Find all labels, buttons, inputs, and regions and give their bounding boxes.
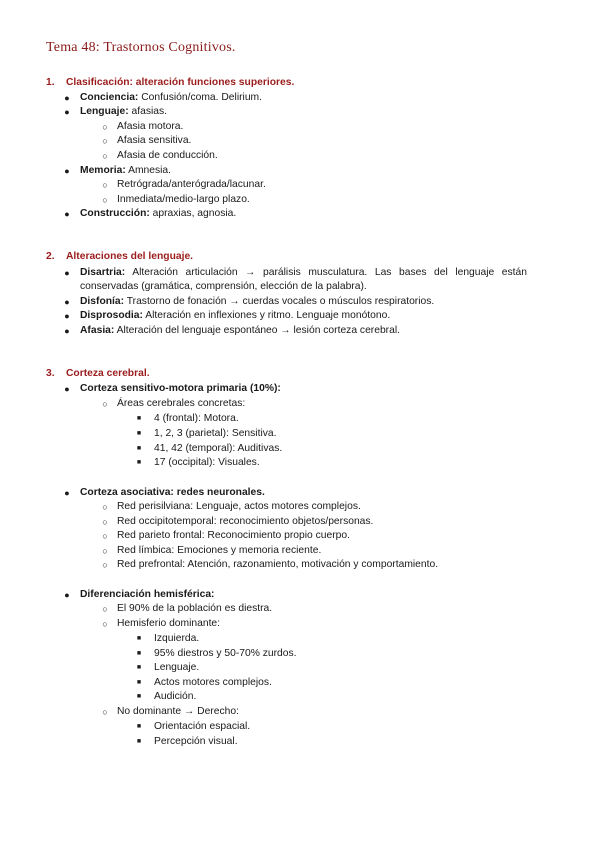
section-number: 1. [46,77,55,88]
list-subitem: Red parieto frontal: Reconocimiento propio cuerpo. [117,530,350,541]
section-title: Alteraciones del lenguaje. [66,251,194,262]
list-item [80,382,281,396]
list-subsubitem: Percepción visual. [154,736,238,747]
section-title: Clasificación: alteración funciones superiores. [66,77,295,88]
bullet-disc: ● [64,384,70,394]
bullet-circle: ○ [102,180,108,190]
list-subsubitem: 41, 42 (temporal): Auditivas. [154,443,283,454]
item-text: Alteración articulación → parálisis musculatura. Las bases del lenguaje están conservadas (gramática, comprensión, elección de la palabra). [80,267,527,292]
item-label: Construcción: [80,208,150,219]
list-subitem: Retrógrada/anterógrada/lacunar. [117,179,266,190]
list-subsubitem: 17 (occipital): Visuales. [154,457,260,468]
list-subsubitem: Audición. [154,691,197,702]
item-label: Corteza asociativa: redes neuronales. [80,487,265,498]
bullet-disc: ● [64,107,70,117]
bullet-circle: ○ [102,604,108,614]
list-item [80,486,265,500]
list-item [80,295,434,309]
bullet-square: ■ [136,459,142,466]
bullet-circle: ○ [102,399,108,409]
bullet-circle: ○ [102,560,108,570]
bullet-square: ■ [136,664,142,671]
list-subsubitem: Orientación espacial. [154,721,251,732]
bullet-disc: ● [64,590,70,600]
list-item [80,309,390,323]
bullet-disc: ● [64,209,70,219]
list-item [80,324,400,338]
item-text: apraxias, agnosia. [149,208,237,219]
list-subitem: El 90% de la población es diestra. [117,603,273,614]
bullet-circle: ○ [102,151,108,161]
bullet-circle: ○ [102,502,108,512]
list-subitem: Red perisilviana: Lenguaje, actos motores complejos. [117,501,361,512]
item-label: Corteza sensitivo-motora primaria (10%): [80,383,281,394]
list-subitem: Red occipitotemporal: reconocimiento objetos/personas. [117,516,374,527]
item-label: Disprosodia: [80,310,143,321]
item-text: Amnesia. [125,165,171,176]
item-label: Afasia: [80,325,115,336]
bullet-circle: ○ [102,517,108,527]
item-text: afasias. [128,106,167,117]
item-label: Disfonía: [80,296,125,307]
bullet-circle: ○ [102,531,108,541]
bullet-disc: ● [64,93,70,103]
list-subsubitem: Izquierda. [154,633,200,644]
bullet-disc: ● [64,311,70,321]
bullet-disc: ● [64,297,70,307]
list-subitem: Red límbica: Emociones y memoria reciente. [117,545,322,556]
bullet-circle: ○ [102,136,108,146]
bullet-circle: ○ [102,122,108,132]
bullet-disc: ● [64,488,70,498]
list-subsubitem: Actos motores complejos. [154,677,272,688]
list-item [80,105,167,119]
bullet-disc: ● [64,268,70,278]
item-text: Trastorno de fonación → cuerdas vocales o músculos respiratorios. [124,296,435,307]
list-subitem: Afasia sensitiva. [117,135,192,146]
section-number: 3. [46,368,55,379]
list-item [80,91,262,105]
list-subitem: Red prefrontal: Atención, razonamiento, motivación y comportamiento. [117,559,439,570]
list-subitem: Áreas cerebrales concretas: [117,398,246,409]
list-item [80,266,527,294]
bullet-circle: ○ [102,546,108,556]
bullet-square: ■ [136,679,142,686]
section-title: Corteza cerebral. [66,368,150,379]
section-number: 2. [46,251,55,262]
bullet-disc: ● [64,166,70,176]
bullet-square: ■ [136,650,142,657]
item-label: Disartria: [80,267,126,278]
bullet-square: ■ [136,723,142,730]
list-subsubitem: 95% diestros y 50-70% zurdos. [154,648,297,659]
list-subitem: Afasia motora. [117,121,184,132]
document-title: Tema 48: Trastornos Cognitivos. [46,40,236,55]
list-subitem: Afasia de conducción. [117,150,218,161]
bullet-square: ■ [136,415,142,422]
bullet-square: ■ [136,430,142,437]
item-label: Memoria: [80,165,126,176]
section-1-heading [46,77,294,88]
item-label: Lenguaje: [80,106,129,117]
list-item [80,164,171,178]
item-text: Confusión/coma. Delirium. [138,92,262,103]
item-text: Alteración en inflexiones y ritmo. Lenguaje monótono. [142,310,391,321]
list-subsubitem: Lenguaje. [154,662,200,673]
bullet-disc: ● [64,326,70,336]
list-subsubitem: 4 (frontal): Motora. [154,413,239,424]
list-subsubitem: 1, 2, 3 (parietal): Sensitiva. [154,428,277,439]
bullet-square: ■ [136,445,142,452]
list-item [80,207,236,221]
item-text: Alteración del lenguaje espontáneo → lesión corteza cerebral. [114,325,400,336]
bullet-square: ■ [136,635,142,642]
list-subitem: Hemisferio dominante: [117,618,221,629]
bullet-square: ■ [136,693,142,700]
bullet-circle: ○ [102,619,108,629]
item-label: Diferenciación hemisférica: [80,589,215,600]
bullet-square: ■ [136,738,142,745]
section-3-heading [46,368,150,379]
bullet-circle: ○ [102,195,108,205]
list-subitem: No dominante → Derecho: [117,706,239,717]
list-subitem: Inmediata/medio-largo plazo. [117,194,250,205]
list-item [80,588,214,602]
item-label: Conciencia: [80,92,139,103]
section-2-heading [46,251,193,262]
bullet-circle: ○ [102,707,108,717]
